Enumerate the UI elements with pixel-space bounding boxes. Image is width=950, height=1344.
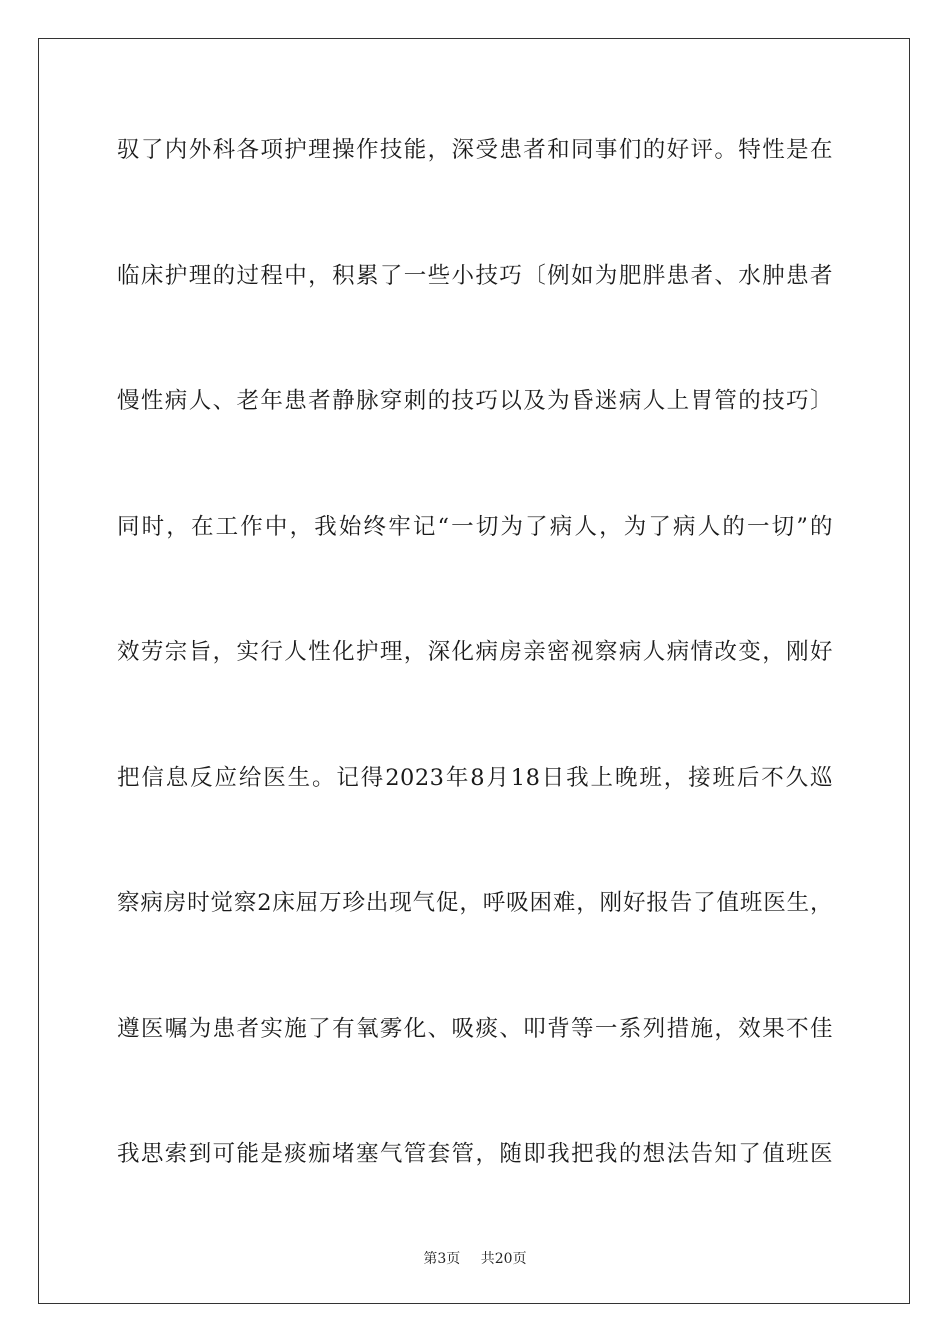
text-line: 同时，在工作中，我始终牢记“一切为了病人，为了病人的一切”的 <box>117 513 833 540</box>
text-line: 驭了内外科各项护理操作技能，深受患者和同事们的好评。特性是在 <box>117 137 833 163</box>
page-total: 共20页 <box>480 1251 527 1267</box>
page-number: 第3页 <box>423 1251 461 1267</box>
body-text <box>117 120 833 1250</box>
text-line: 我思索到可能是痰痂堵塞气管套管，随即我把我的想法告知了值班医 <box>117 1141 833 1167</box>
text-line: 遵医嘱为患者实施了有氧雾化、吸痰、叩背等一系列措施，效果不佳 <box>117 1015 833 1042</box>
text-line: 临床护理的过程中，积累了一些小技巧〔例如为肥胖患者、水肿患者 <box>117 262 833 289</box>
text-line: 察病房时觉察2床屈万珍出现气促，呼吸困难，刚好报告了值班医生， <box>117 890 833 916</box>
page-footer <box>0 1248 950 1268</box>
text-line: 慢性病人、老年患者静脉穿刺的技巧以及为昏迷病人上胃管的技巧〕 <box>117 388 833 414</box>
text-line: 效劳宗旨，实行人性化护理，深化病房亲密视察病人病情改变，刚好 <box>117 639 833 665</box>
text-line: 把信息反应给医生。记得2023年8月18日我上晚班，接班后不久巡 <box>117 764 833 791</box>
